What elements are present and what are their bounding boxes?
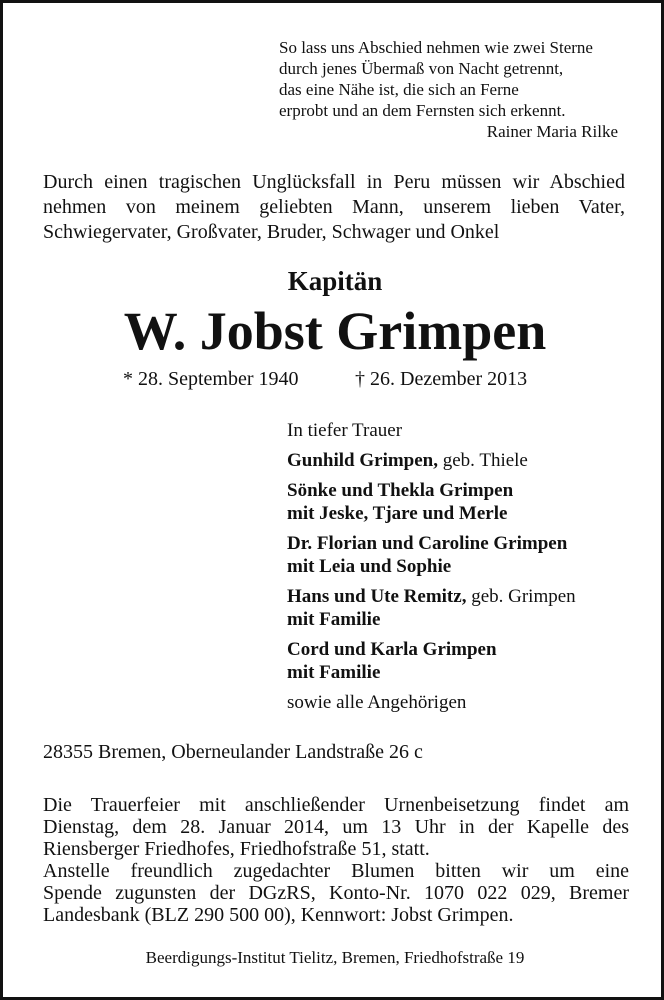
mourner-family: mit Jeske, Tjare und Merle (287, 503, 508, 524)
service-line: Dienstag, dem 28. Januar 2014, um 13 Uhr in der Kapelle des (43, 816, 629, 838)
mourner-name: Sönke und Thekla Grimpen (287, 480, 514, 501)
poem-line: So lass uns Abschied nehmen wie zwei Sterne (279, 38, 593, 57)
mourner-group (287, 532, 576, 578)
mourner-group (287, 585, 576, 631)
intro-paragraph (43, 170, 625, 245)
mourners-lead: In tiefer Trauer (287, 420, 403, 441)
deceased-name: W. Jobst Grimpen (123, 301, 547, 361)
mourner-name: Dr. Florian und Caroline Grimpen (287, 533, 568, 554)
service-details (43, 794, 629, 926)
mourner-group (287, 479, 576, 525)
mourner-name: Hans und Ute Remitz, (287, 586, 467, 607)
death-date: † 26. Dezember 2013 (355, 368, 528, 390)
birth-date: * 28. September 1940 (123, 368, 299, 390)
mourner-note: geb. Grimpen (466, 586, 576, 607)
deceased-title: Kapitän (287, 266, 383, 296)
mourner-name: Cord und Karla Grimpen (287, 639, 497, 660)
family-address: 28355 Bremen, Oberneulander Landstraße 26 c (43, 741, 423, 763)
poem-line: erprobt und an dem Fernsten sich erkennt. (279, 101, 566, 120)
poem-line: durch jenes Übermaß von Nacht getrennt, (279, 59, 564, 78)
mourner-note: geb. Thiele (438, 450, 528, 471)
funeral-home: Beerdigungs-Institut Tielitz, Bremen, Friedhofstraße 19 (145, 948, 525, 967)
mourner-group (287, 638, 576, 684)
poem-line: das eine Nähe ist, die sich an Ferne (279, 80, 519, 99)
service-line: Die Trauerfeier mit anschließender Urnenbeisetzung findet am (43, 794, 629, 816)
mourner-group (287, 449, 576, 472)
poem-quote (279, 37, 593, 121)
intro-line: Durch einen tragischen Unglücksfall in Peru müssen wir Abschied (43, 171, 625, 193)
mourner-family: mit Leia und Sophie (287, 556, 452, 577)
intro-line: Schwiegervater, Großvater, Bruder, Schwager und Onkel (43, 221, 500, 243)
mourners-list (287, 419, 576, 714)
service-line: Anstelle freundlich zugedachter Blumen bitten wir um eine (43, 860, 629, 882)
service-line: Riensberger Friedhofes, Friedhofstraße 51, statt. (43, 838, 430, 860)
service-line: Landesbank (BLZ 290 500 00), Kennwort: Jobst Grimpen. (43, 904, 514, 926)
mourner-name: Gunhild Grimpen, (287, 450, 438, 471)
service-line: Spende zugunsten der DGzRS, Konto-Nr. 1070 022 029, Bremer (43, 882, 629, 904)
mourners-closing: sowie alle Angehörigen (287, 692, 467, 713)
mourner-family: mit Familie (287, 609, 381, 630)
intro-line: nehmen von meinem geliebten Mann, unserem lieben Vater, (43, 196, 625, 218)
poem-author: Rainer Maria Rilke (486, 122, 618, 141)
mourner-family: mit Familie (287, 662, 381, 683)
